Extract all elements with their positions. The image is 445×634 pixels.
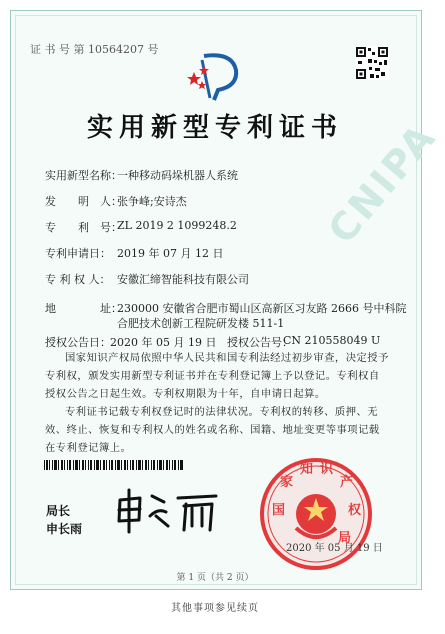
svg-text:国: 国 — [272, 503, 286, 518]
paragraph-legal-status: 专利证书记载专利权登记时的法律状况。专利权的转移、质押、无效、终止、恢复和专利权人的姓名或名称、国籍、地址变更等事项记载在专利登记簿上。 — [45, 406, 380, 454]
field-value: 2019 年 07 月 12 日 — [117, 247, 224, 260]
official-seal-icon — [258, 456, 374, 572]
grant-date-value: 2020 年 05 月 19 日 — [110, 336, 217, 349]
field-label: 专 利 权 人： — [45, 273, 111, 286]
field-label: 地 址： — [45, 302, 122, 315]
certificate-title: 实用新型专利证书 — [86, 113, 343, 143]
handwritten-signature-icon — [112, 486, 222, 536]
field-value: 合肥技术创新工程院研发楼 511-1 — [117, 317, 285, 330]
watermark: CNIPA — [319, 114, 445, 252]
field-value: 张争峰;安诗杰 — [117, 195, 187, 208]
certificate-number: 证 书 号 第 10564207 号 — [30, 43, 159, 56]
svg-text:家: 家 — [280, 475, 294, 490]
field-value: 一种移动码垛机器人系统 — [117, 169, 238, 182]
svg-text:产: 产 — [340, 475, 354, 490]
field-label: 专利申请日： — [45, 247, 111, 260]
field-value: ZL 2019 2 1099248.2 — [117, 219, 237, 232]
cnipa-logo-icon — [180, 50, 248, 102]
footer-note: 其他事项参见续页 — [171, 603, 259, 614]
grant-number-value: CN 210558049 U — [283, 334, 381, 347]
signature-title-name: 申长雨 — [46, 522, 83, 536]
field-value: 安徽汇缔智能科技有限公司 — [117, 273, 249, 286]
page-number: 第 1 页（共 2 页） — [176, 573, 254, 583]
svg-text:识: 识 — [320, 462, 334, 477]
seal-date: 2020 年 05 月 19 日 — [286, 543, 383, 554]
field-label: 发 明 人： — [45, 195, 122, 208]
field-label: 专 利 号： — [45, 221, 122, 234]
field-label: 实用新型名称： — [45, 169, 122, 182]
signature-title-director: 局长 — [46, 504, 71, 518]
grant-date-label: 授权公告日： — [45, 336, 111, 349]
svg-text:知: 知 — [300, 462, 314, 477]
svg-text:权: 权 — [348, 503, 362, 518]
field-value: 230000 安徽省合肥市蜀山区高新区习友路 2666 号中科院 — [117, 302, 407, 315]
svg-text:局: 局 — [338, 531, 352, 546]
qr-code-icon — [355, 46, 389, 80]
paragraph-grant-statement: 国家知识产权局依照中华人民共和国专利法经过初步审查，决定授予专利权，颁发实用新型专利证书并在专利登记簿上予以登记。专利权自授权公告之日起生效。专利权期限为十年，自申请日起算。 — [45, 352, 389, 400]
barcode-icon — [44, 460, 184, 470]
grant-number-label: 授权公告号： — [227, 336, 293, 349]
